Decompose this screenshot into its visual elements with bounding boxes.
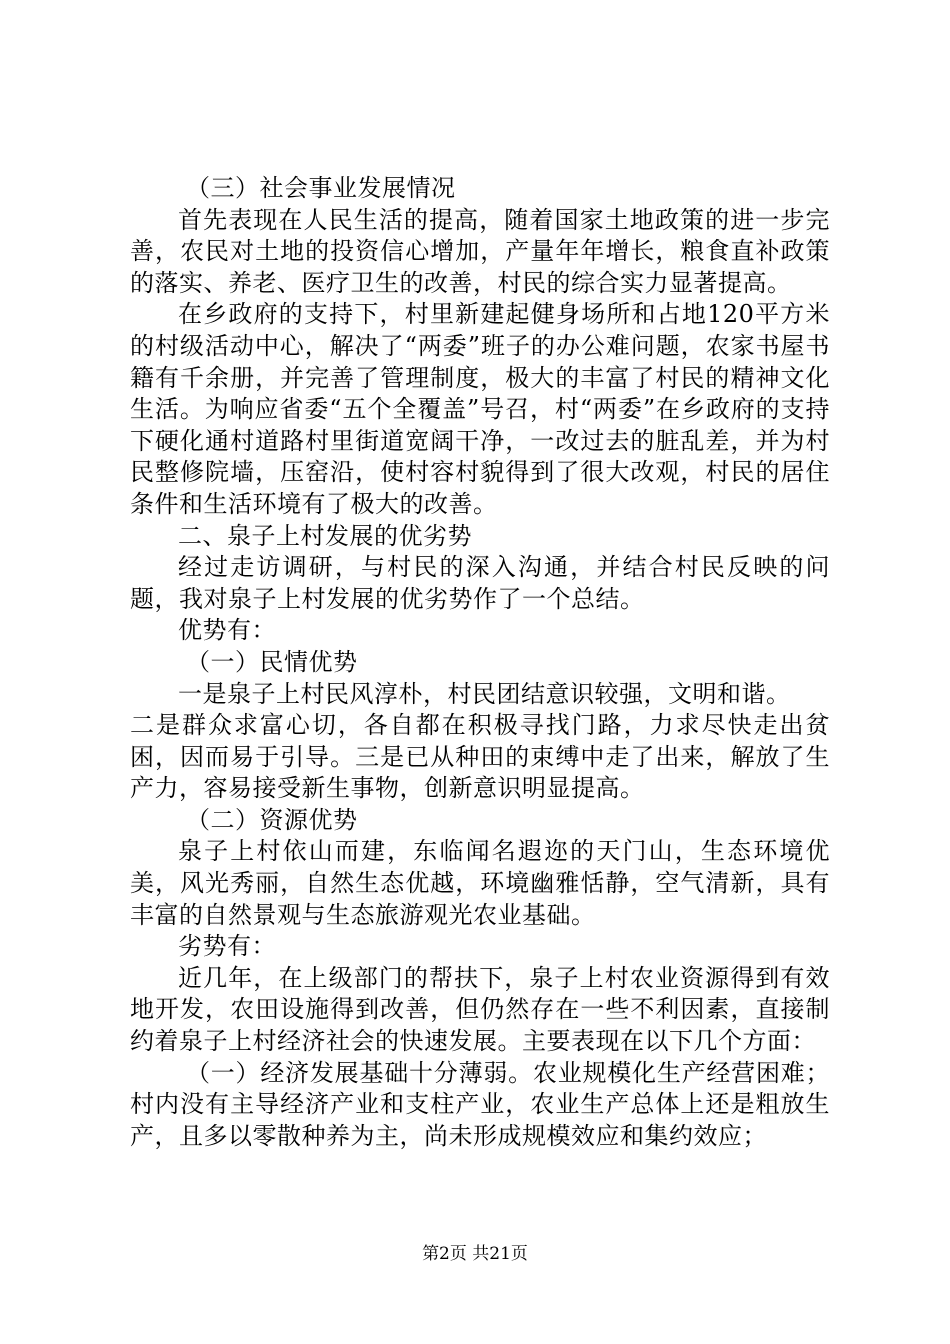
- paragraph: 在乡政府的支持下，村里新建起健身场所和占地120平方米的村级活动中心，解决了“两委”班子的办公难问题，农家书屋书籍有千余册，并完善了管理制度，极大的丰富了村民的精神文化生活。为响应省委“五个全覆盖”号召，村“两委”在乡政府的支持下硬化通村道路村里街道宽阔干净，一改过去的脏乱差，并为村民整修院墙，压窑沿，使村容村貌得到了很大改观，村民的居住条件和生活环境有了极大的改善。: [130, 300, 830, 518]
- paragraph: 一是泉子上村民风淳朴，村民团结意识较强，文明和谐。: [178, 679, 791, 708]
- section-heading-social: （三）社会事业发展情况: [186, 174, 456, 202]
- paragraph: 近几年，在上级部门的帮扶下，泉子上村农业资源得到有效地开发，农田设施得到改善，但仍然存在一些不利因素，直接制约着泉子上村经济社会的快速发展。主要表现在以下几个方面：: [130, 963, 830, 1056]
- paragraph: 首先表现在人民生活的提高，随着国家土地政策的进一步完善，农民对土地的投资信心增加，产量年年增长，粮食直补政策的落实、养老、医疗卫生的改善，村民的综合实力显著提高。: [130, 205, 830, 297]
- subheading-resources: （二）资源优势: [186, 805, 358, 834]
- paragraph-economic-base: （一）经济发展基础十分薄弱。农业规模化生产经营困难；村内没有主导经济产业和支柱产业，农业生产总体上还是粗放生产，且多以零散种养为主，尚未形成规模效应和集约效应；: [130, 1058, 830, 1150]
- paragraph: 经过走访调研，与村民的深入沟通，并结合村民反映的问题，我对泉子上村发展的优劣势作了一个总结。: [130, 553, 830, 613]
- subheading-public-sentiment: （一）民情优势: [186, 647, 358, 676]
- paragraph: 二是群众求富心切，各自都在积极寻找门路，力求尽快走出贫困，因而易于引导。三是已从种田的束缚中走了出来，解放了生产力，容易接受新生事物，创新意识明显提高。: [130, 711, 830, 803]
- paragraph: 泉子上村依山而建，东临闻名遐迩的天门山，生态环境优美，风光秀丽，自然生态优越，环境幽雅恬静，空气清新，具有丰富的自然景观与生态旅游观光农业基础。: [130, 837, 830, 929]
- document-body: [130, 173, 830, 1152]
- section-heading-advantages: 二、泉子上村发展的优劣势: [178, 521, 472, 550]
- disadvantages-label: 劣势有：: [178, 932, 276, 961]
- page-number-footer: 第2页 共21页: [422, 1244, 528, 1264]
- advantages-label: 优势有：: [178, 616, 276, 645]
